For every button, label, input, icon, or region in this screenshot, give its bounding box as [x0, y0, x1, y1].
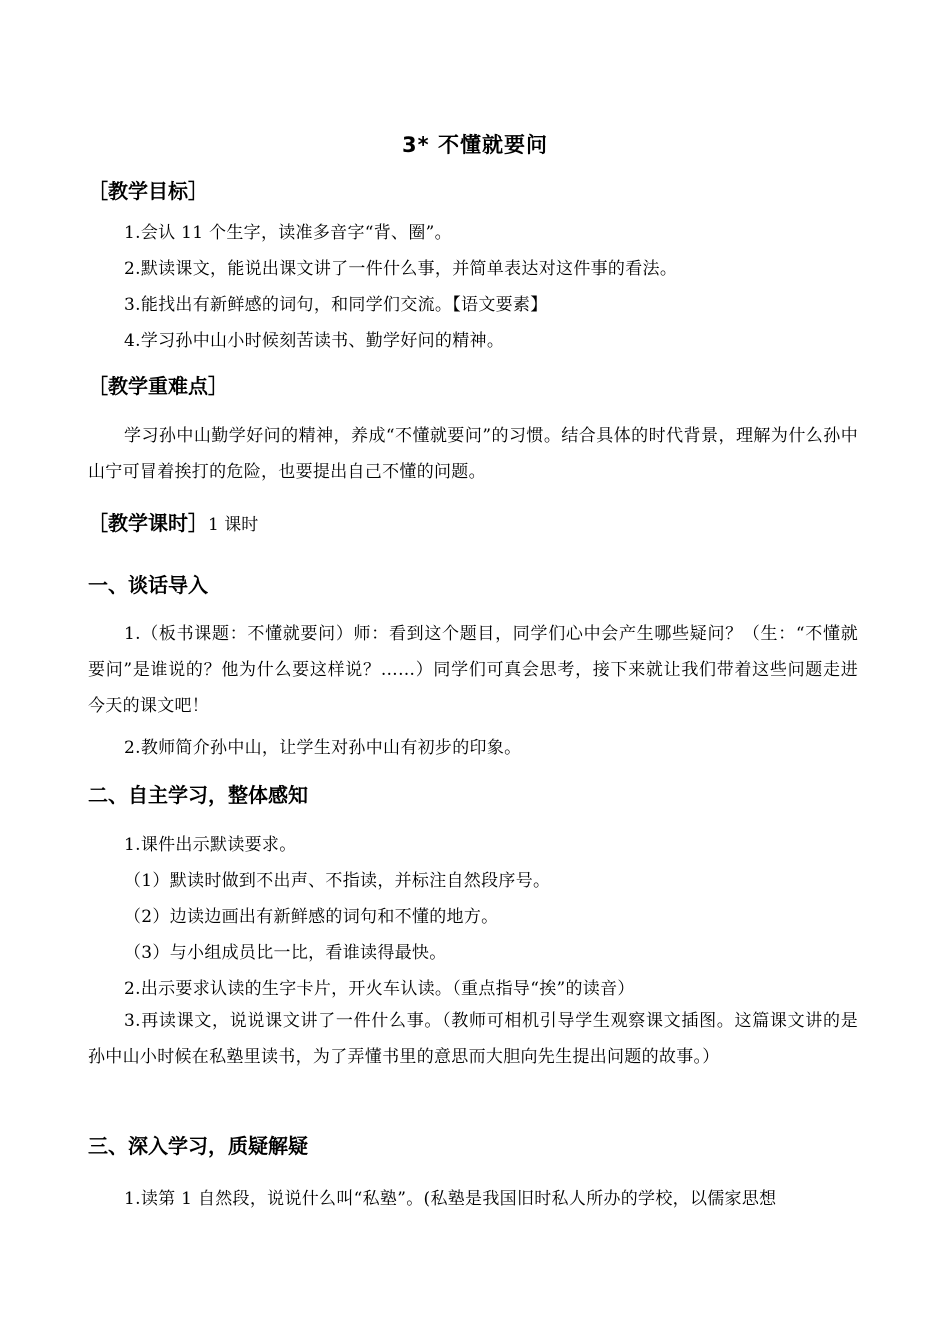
section2-item-1: 1.课件出示默读要求。: [124, 835, 297, 855]
section1-heading: 一、谈话导入: [88, 573, 208, 597]
section3-heading: 三、深入学习，质疑解疑: [88, 1134, 308, 1158]
objective-item-1: 1.会认 11 个生字，读准多音字“背、圈”。: [124, 223, 452, 243]
objectives-heading: ［教学目标］: [88, 179, 208, 203]
section2-item-2: （1）默读时做到不出声、不指读，并标注自然段序号。: [124, 871, 551, 891]
key-points-text: 学习孙中山勤学好问的精神，养成“不懂就要问”的习惯。结合具体的时代背景，理解为什么孙中山宁可冒着挨打的危险，也要提出自己不懂的问题。: [88, 426, 858, 482]
objective-item-4: 4.学习孙中山小时候刻苦读书、勤学好问的精神。: [124, 331, 505, 351]
periods-value: 1 课时: [208, 515, 259, 535]
section2-paragraph-3: 3.再读课文，说说课文讲了一件什么事。（教师可相机引导学生观察课文插图。这篇课文讲的是孙中山小时候在私塾里读书，为了弄懂书里的意思而大胆向先生提出问题的故事。）: [88, 1011, 858, 1067]
section1-paragraph-2: 2.教师简介孙中山，让学生对孙中山有初步的印象。: [124, 738, 522, 758]
periods-heading: [88, 507, 258, 536]
section1-paragraph-1: 1.（板书课题：不懂就要问）师：看到这个题目，同学们心中会产生哪些疑问？（生：“不懂就要问”是谁说的？他为什么要这样说？……）同学们可真会思考，接下来就让我们带着这些问题走进今天的课文吧！: [88, 624, 858, 716]
key-points-heading: ［教学重难点］: [88, 374, 228, 398]
section2-heading: 二、自主学习，整体感知: [88, 783, 308, 807]
objective-item-2: 2.默读课文，能说出课文讲了一件什么事，并简单表达对这件事的看法。: [124, 259, 678, 279]
periods-label: ［教学课时］: [88, 511, 208, 535]
section2-item-3: （2）边读边画出有新鲜感的词句和不懂的地方。: [124, 907, 499, 927]
section3-paragraph-1: 1.读第 1 自然段，说说什么叫“私塾”。(私塾是我国旧时私人所办的学校，以儒家思想: [124, 1189, 777, 1209]
section2-item-5: 2.出示要求认读的生字卡片，开火车认读。（重点指导“挨”的读音）: [124, 979, 635, 999]
section2-item-4: （3）与小组成员比一比，看谁读得最快。: [124, 943, 447, 963]
objective-item-3: 3.能找出有新鲜感的词句，和同学们交流。【语文要素】: [124, 295, 548, 315]
document-title: 3* 不懂就要问: [402, 133, 548, 157]
